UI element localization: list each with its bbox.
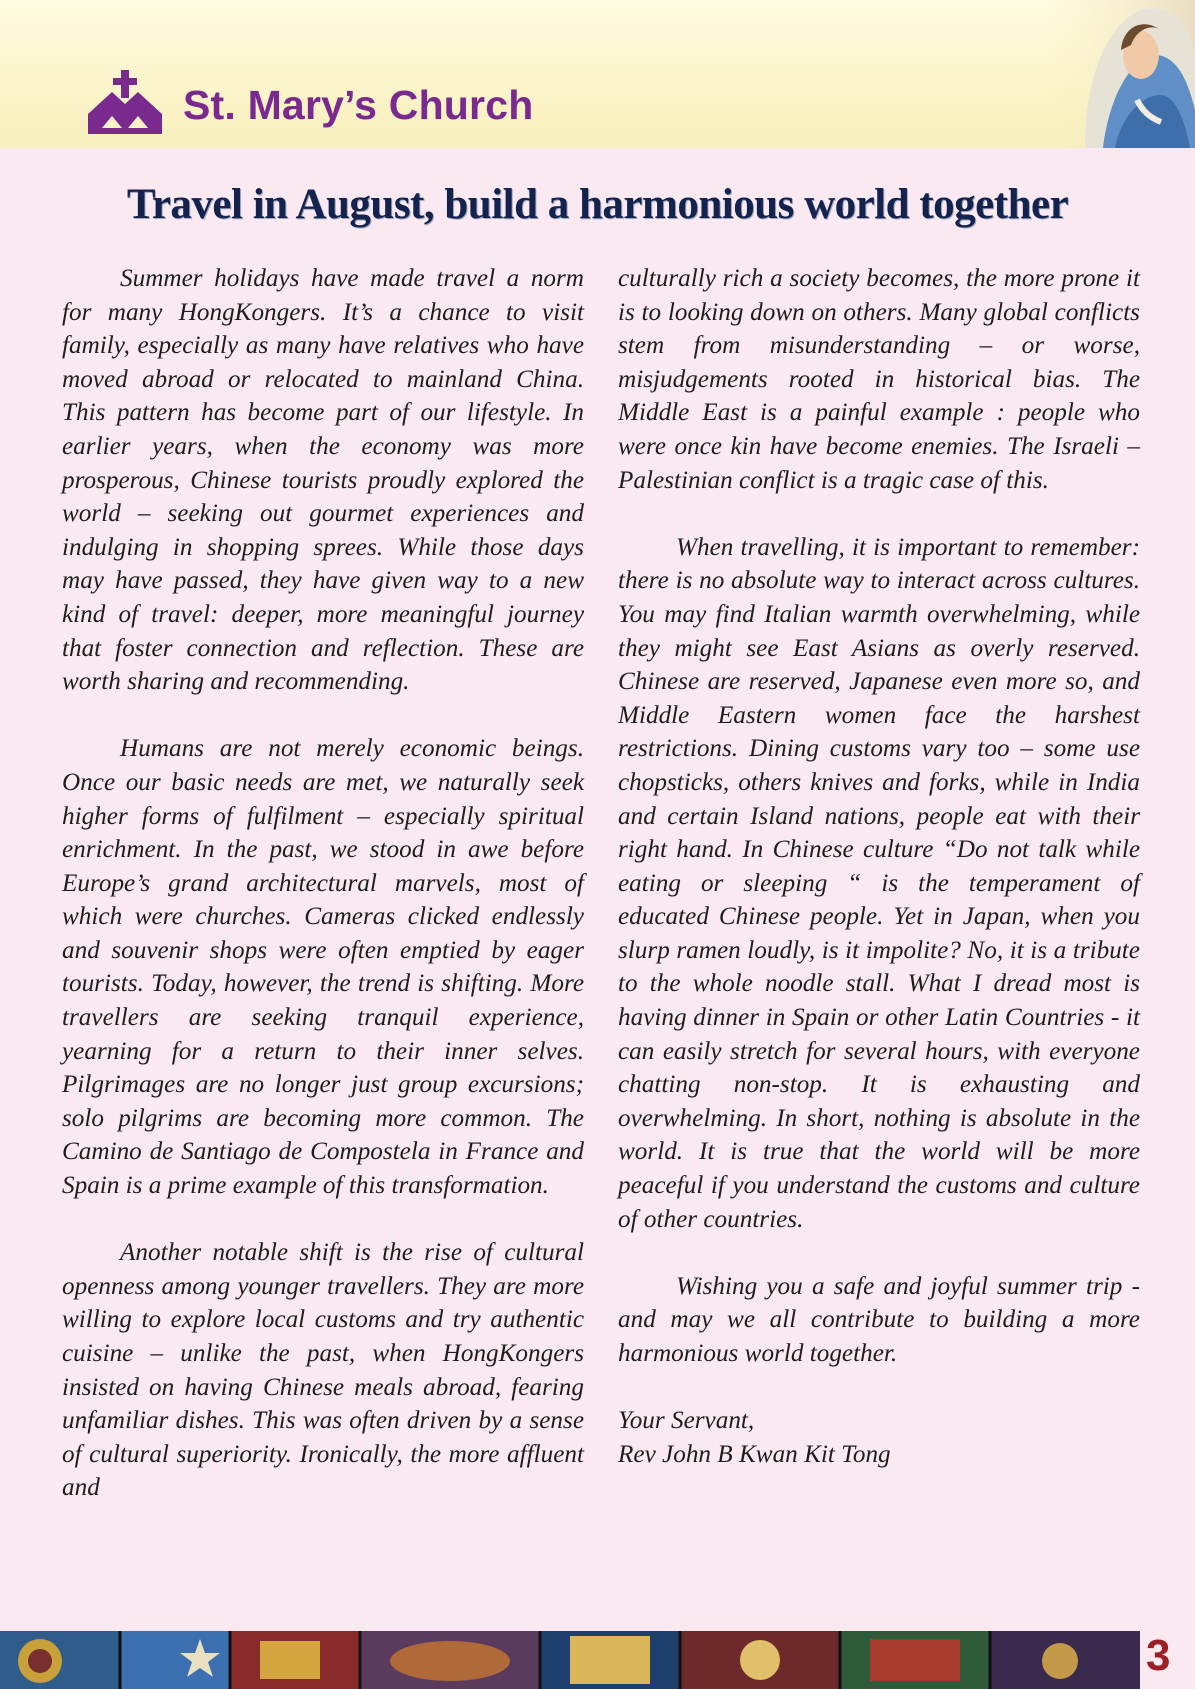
article-left-column — [62, 262, 584, 1505]
article-paragraph: Wishing you a safe and joyful summer trip - and may we all contribute to building a more harmonious world together. — [618, 1272, 1140, 1367]
article-paragraph: Summer holidays have made travel a norm for many HongKongers. It’s a chance to visit family, especially as many have relatives who have moved abroad or relocated to mainland China. This pattern has become part of our lifestyle. In earlier years, when the economy was more prosperous, Chinese tourists proudly explored the world – seeking out gourmet experiences and indulging in shopping sprees. While those days may have passed, they have given way to a new kind of travel: deeper, more meaningful journey that foster connection and reflection. These are worth sharing and recommending. — [62, 265, 584, 696]
stained-glass-banner-image — [0, 1631, 1140, 1689]
article-paragraph: When travelling, it is important to remember: there is no absolute way to interact across cultures. You may find Italian warmth overwhelming, while they might see East Asians as overly reserved. Chinese are reserved, Japanese even more so, and Middle Eastern women face the harshest restrictions. Dining customs vary too – some use chopsticks, others knives and forks, while in India and certain Island nations, people eat with their right hand. In Chinese culture “Do not talk while eating or sleeping “ is the temperament of educated Chinese people. Yet in Japan, when you slurp ramen loudly, is it impolite? No, it is a tribute to the whole noodle stall. What I dread most is having dinner in Spain or other Latin Countries - it can easily stretch for several hours, with everyone chatting non-stop. It is exhausting and overwhelming. In short, nothing is absolute in the world. It is true that the world will be more peaceful if you understand the customs and culture of other countries. — [618, 533, 1140, 1233]
article-right-column — [618, 262, 1140, 1471]
article-title: Travel in August, build a harmonious world together — [126, 181, 1069, 228]
page-header — [0, 0, 1195, 148]
signature-closing: Your Servant, — [618, 1407, 755, 1435]
article-paragraph: Humans are not merely economic beings. Once our basic needs are met, we naturally seek higher forms of fulfilment – especially spiritual enrichment. In the past, we stood in awe before Europe’s grand architectural marvels, most of which were churches. Cameras clicked endlessly and souvenir shops were often emptied by eager tourists. Today, however, the trend is shifting. More travellers are seeking tranquil experience, yearning for a return to their inner selves. Pilgrimages are no longer just group excursions; solo pilgrims are becoming more common. The Camino de Santiago de Compostela in France and Spain is a prime example of this transformation. — [62, 735, 584, 1200]
page-number: 3 — [1146, 1631, 1171, 1680]
article-paragraph: culturally rich a society becomes, the more prone it is to looking down on others. Many global conflicts stem from misunderstanding – or worse, misjudgements rooted in historical bias. The Middle East is a painful example : people who were once kin have become enemies. The Israeli – Palestinian conflict is a tragic case of this. — [618, 265, 1140, 494]
virgin-mary-statue-image — [1045, 0, 1195, 148]
church-logo-icon — [88, 70, 162, 134]
church-name: St. Mary’s Church — [183, 82, 534, 128]
signature-name: Rev John B Kwan Kit Tong — [618, 1440, 891, 1468]
article-paragraph: Another notable shift is the rise of cultural openness among younger travellers. They are more willing to explore local customs and try authentic cuisine – unlike the past, when HongKongers insisted on having Chinese meals abroad, fearing unfamiliar dishes. This was often driven by a sense of cultural superiority. Ironically, the more affluent and — [62, 1239, 584, 1502]
